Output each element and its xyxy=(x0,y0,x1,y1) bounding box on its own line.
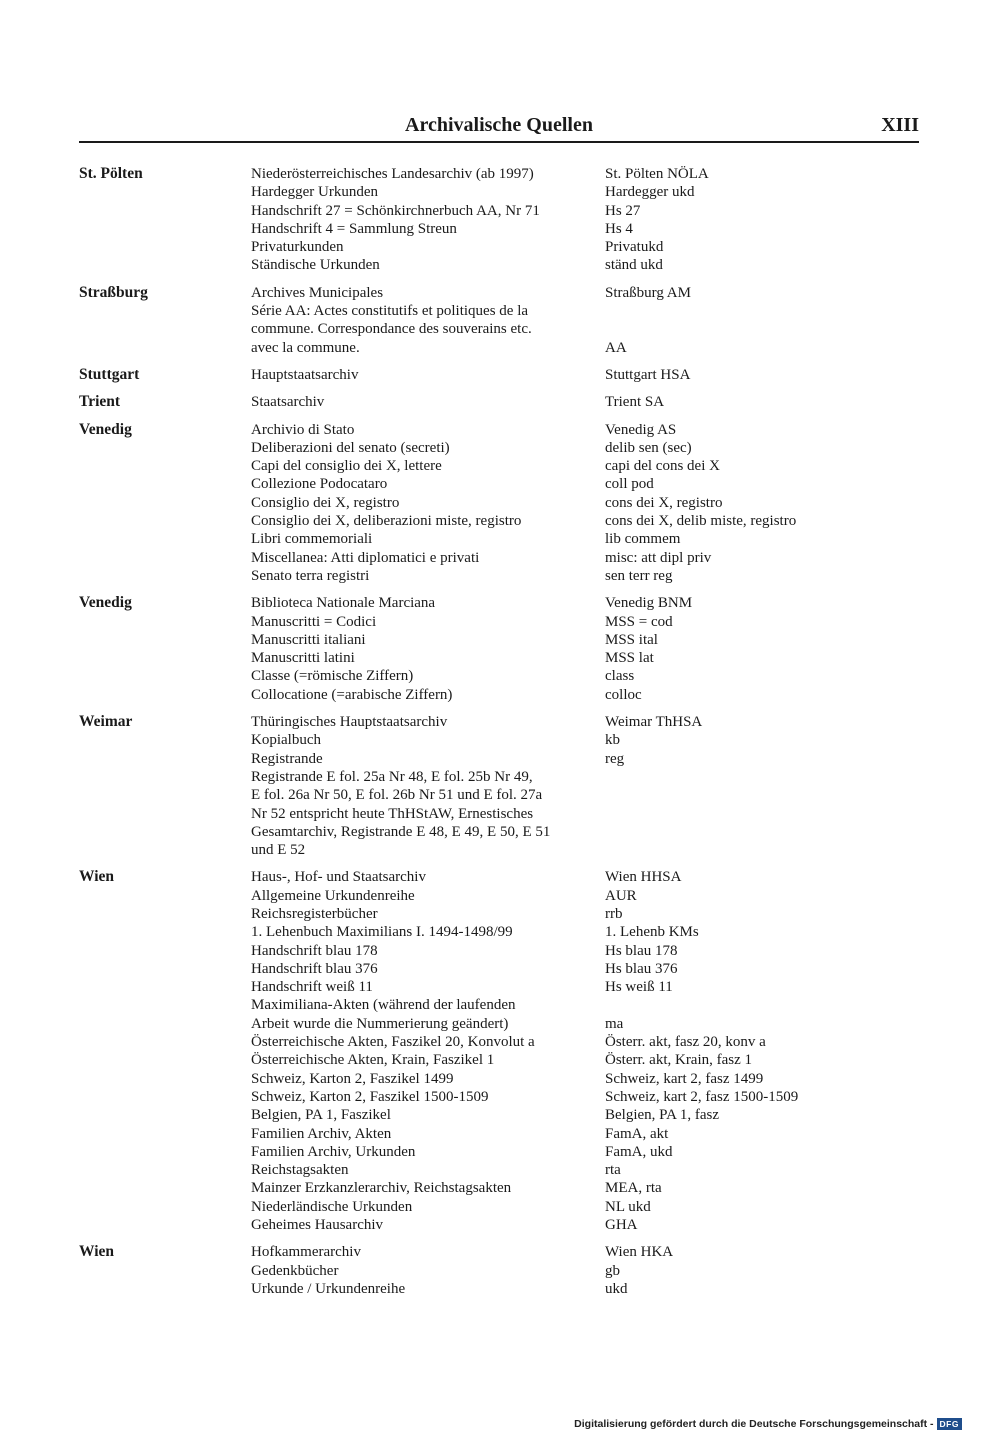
archive-abbreviation: Weimar ThHSA xyxy=(605,714,703,731)
archive-row xyxy=(251,1243,919,1261)
archive-description: Consiglio dei X, registro xyxy=(251,494,400,511)
archive-row xyxy=(251,439,919,457)
archive-row xyxy=(251,731,919,749)
archive-entry xyxy=(79,713,919,859)
archive-row xyxy=(251,165,919,183)
archive-description: Archives Municipales xyxy=(251,284,384,301)
archive-abbreviation: Österr. akt, Krain, fasz 1 xyxy=(605,1052,753,1069)
archive-entry xyxy=(79,421,919,586)
archive-abbreviation xyxy=(605,768,919,786)
archive-rows xyxy=(251,713,919,859)
archive-description: Ständische Urkunden xyxy=(251,257,380,274)
archive-row xyxy=(251,686,919,704)
archive-place: Wien xyxy=(79,1243,115,1261)
archive-description: Manuscritti latini xyxy=(251,650,355,667)
archive-entry xyxy=(79,594,919,704)
archive-abbreviation: St. Pölten NÖLA xyxy=(605,166,709,182)
archive-description: und E 52 xyxy=(251,842,306,859)
archive-description: Nr 52 entspricht heute ThHStAW, Ernestisches xyxy=(251,805,534,822)
footer-credit xyxy=(574,1418,962,1430)
archive-row xyxy=(251,1033,919,1051)
archive-description: Série AA: Actes constitutifs et politiques de la xyxy=(251,303,529,320)
archive-abbreviation xyxy=(605,786,919,804)
archive-abbreviation: Hs 4 xyxy=(605,220,633,237)
archive-row xyxy=(251,183,919,201)
archive-abbreviation xyxy=(605,823,919,841)
archive-row xyxy=(251,393,919,411)
archive-description: E fol. 26a Nr 50, E fol. 26b Nr 51 und E fol. 27a xyxy=(251,787,543,804)
archive-row xyxy=(251,1198,919,1216)
archive-place: Wien xyxy=(79,868,115,886)
archive-abbreviation: Hs 27 xyxy=(605,202,641,219)
archive-entry xyxy=(79,393,919,411)
archive-row xyxy=(251,594,919,612)
archive-abbreviation: Hs weiß 11 xyxy=(605,979,673,996)
archive-abbreviation: coll pod xyxy=(605,476,654,493)
archive-abbreviation: MSS = cod xyxy=(605,613,673,630)
archive-sources-list xyxy=(79,165,919,1307)
archive-abbreviation: Stuttgart HSA xyxy=(605,366,691,383)
archive-abbreviation: Hardegger ukd xyxy=(605,184,695,201)
header-rule xyxy=(79,141,919,143)
archive-description: Schweiz, Karton 2, Faszikel 1500-1509 xyxy=(251,1088,489,1105)
archive-entry xyxy=(79,284,919,357)
archive-place: Weimar xyxy=(79,713,133,731)
archive-row xyxy=(251,421,919,439)
archive-abbreviation: Schweiz, kart 2, fasz 1500-1509 xyxy=(605,1088,799,1105)
archive-abbreviation: gb xyxy=(605,1262,620,1279)
archive-row xyxy=(251,202,919,220)
archive-description: Classe (=römische Ziffern) xyxy=(251,668,414,685)
archive-place: Trient xyxy=(79,393,121,411)
archive-description: Libri commemoriali xyxy=(251,531,373,548)
archive-row xyxy=(251,823,919,841)
archive-description: Senato terra registri xyxy=(251,567,370,584)
archive-abbreviation: reg xyxy=(605,750,625,767)
archive-abbreviation: misc: att dipl priv xyxy=(605,549,712,566)
archive-description: Hauptstaatsarchiv xyxy=(251,366,359,383)
archive-row xyxy=(251,1070,919,1088)
archive-description: Hardegger Urkunden xyxy=(251,184,379,201)
archive-row xyxy=(251,567,919,585)
archive-abbreviation xyxy=(605,841,919,859)
archive-rows xyxy=(251,393,919,411)
archive-abbreviation xyxy=(605,996,919,1014)
archive-row xyxy=(251,868,919,886)
archive-abbreviation: Venedig BNM xyxy=(605,595,693,612)
archive-entry xyxy=(79,165,919,275)
archive-row xyxy=(251,302,919,320)
archive-entry xyxy=(79,868,919,1234)
archive-row xyxy=(251,238,919,256)
archive-abbreviation: Hs blau 376 xyxy=(605,960,678,977)
archive-row xyxy=(251,284,919,302)
archive-description: Reichstagsakten xyxy=(251,1162,349,1179)
page-header xyxy=(79,112,919,144)
archive-description: Familien Archiv, Urkunden xyxy=(251,1143,416,1160)
archive-description: Registrande E fol. 25a Nr 48, E fol. 25b Nr 49, xyxy=(251,768,533,785)
archive-row xyxy=(251,1179,919,1197)
archive-description: Niederösterreichisches Landesarchiv (ab 1997) xyxy=(251,166,534,182)
archive-row xyxy=(251,549,919,567)
archive-description: Manuscritti italiani xyxy=(251,631,366,648)
page-number: XIII xyxy=(881,114,919,136)
archive-row xyxy=(251,905,919,923)
archive-row xyxy=(251,1161,919,1179)
archive-description: commune. Correspondance des souverains etc. xyxy=(251,321,532,338)
archive-abbreviation: Straßburg AM xyxy=(605,284,691,301)
archive-row xyxy=(251,649,919,667)
archive-abbreviation: rrb xyxy=(605,905,623,922)
archive-description: Urkunde / Urkundenreihe xyxy=(251,1280,406,1297)
archive-abbreviation: rta xyxy=(605,1162,621,1179)
archive-description: Niederländische Urkunden xyxy=(251,1198,413,1215)
archive-description: Gesamtarchiv, Registrande E 48, E 49, E 50, E 51 xyxy=(251,823,551,840)
archive-description: Deliberazioni del senato (secreti) xyxy=(251,439,450,456)
archive-abbreviation: colloc xyxy=(605,686,642,703)
archive-description: Handschrift weiß 11 xyxy=(251,979,373,996)
archive-row xyxy=(251,768,919,786)
archive-description: Privaturkunden xyxy=(251,239,344,256)
archive-description: Geheimes Hausarchiv xyxy=(251,1217,384,1234)
archive-row xyxy=(251,750,919,768)
archive-abbreviation: MEA, rta xyxy=(605,1180,662,1197)
archive-description: Kopialbuch xyxy=(251,732,321,749)
archive-row xyxy=(251,1262,919,1280)
archive-abbreviation: Wien HKA xyxy=(605,1244,674,1261)
archive-abbreviation: ukd xyxy=(605,1280,628,1297)
archive-place: Straßburg xyxy=(79,283,148,301)
archive-abbreviation: FamA, akt xyxy=(605,1125,669,1142)
archive-abbreviation: AUR xyxy=(605,887,637,904)
archive-description: Miscellanea: Atti diplomatici e privati xyxy=(251,549,480,566)
archive-entry xyxy=(79,366,919,384)
archive-abbreviation: Hs blau 178 xyxy=(605,942,678,959)
archive-abbreviation: ma xyxy=(605,1015,624,1032)
archive-row xyxy=(251,805,919,823)
archive-description: Handschrift blau 376 xyxy=(251,960,378,977)
archive-row xyxy=(251,530,919,548)
archive-abbreviation: kb xyxy=(605,732,620,749)
archive-row xyxy=(251,1088,919,1106)
archive-abbreviation: MSS ital xyxy=(605,631,658,648)
archive-description: Biblioteca Nationale Marciana xyxy=(251,595,436,612)
page-title: Archivalische Quellen xyxy=(405,114,593,136)
archive-row xyxy=(251,1125,919,1143)
archive-description: Belgien, PA 1, Faszikel xyxy=(251,1107,391,1124)
archive-row xyxy=(251,1280,919,1298)
footer-text: Digitalisierung gefördert durch die Deutsche Forschungsgemeinschaft - xyxy=(574,1418,934,1430)
archive-description: Österreichische Akten, Krain, Faszikel 1 xyxy=(251,1052,495,1069)
archive-abbreviation: class xyxy=(605,668,635,685)
archive-description: Gedenkbücher xyxy=(251,1262,339,1279)
archive-abbreviation: GHA xyxy=(605,1217,638,1234)
archive-row xyxy=(251,494,919,512)
archive-row xyxy=(251,942,919,960)
archive-description: Capi del consiglio dei X, lettere xyxy=(251,458,442,475)
archive-description: Mainzer Erzkanzlerarchiv, Reichstagsakten xyxy=(251,1180,512,1197)
archive-rows xyxy=(251,1243,919,1298)
archive-row xyxy=(251,1015,919,1033)
archive-abbreviation: ständ ukd xyxy=(605,257,663,274)
archive-description: Collocatione (=arabische Ziffern) xyxy=(251,686,453,703)
archive-rows xyxy=(251,421,919,586)
archive-row xyxy=(251,667,919,685)
archive-rows xyxy=(251,868,919,1234)
archive-abbreviation: cons dei X, delib miste, registro xyxy=(605,513,797,530)
archive-row xyxy=(251,1051,919,1069)
archive-description: Registrande xyxy=(251,750,323,767)
archive-row xyxy=(251,887,919,905)
archive-abbreviation xyxy=(605,320,919,338)
archive-row xyxy=(251,475,919,493)
dfg-logo-icon: DFG xyxy=(937,1418,962,1430)
archive-row xyxy=(251,457,919,475)
archive-description: Handschrift 4 = Sammlung Streun xyxy=(251,220,457,237)
archive-description: Allgemeine Urkundenreihe xyxy=(251,887,415,904)
archive-rows xyxy=(251,284,919,357)
archive-abbreviation: Belgien, PA 1, fasz xyxy=(605,1107,720,1124)
archive-row xyxy=(251,996,919,1014)
archive-description: 1. Lehenbuch Maximilians I. 1494-1498/99 xyxy=(251,924,513,941)
archive-abbreviation: Österr. akt, fasz 20, konv a xyxy=(605,1034,766,1051)
archive-abbreviation: cons dei X, registro xyxy=(605,494,723,511)
archive-row xyxy=(251,613,919,631)
archive-abbreviation: Wien HHSA xyxy=(605,869,682,886)
archive-place: Stuttgart xyxy=(79,365,140,383)
archive-abbreviation: NL ukd xyxy=(605,1198,651,1215)
archive-description: Thüringisches Hauptstaatsarchiv xyxy=(251,714,448,731)
archive-description: Handschrift blau 178 xyxy=(251,942,378,959)
archive-row xyxy=(251,512,919,530)
archive-description: Hofkammerarchiv xyxy=(251,1244,361,1261)
archive-abbreviation: FamA, ukd xyxy=(605,1143,673,1160)
archive-description: avec la commune. xyxy=(251,339,360,356)
archive-abbreviation xyxy=(605,302,919,320)
archive-description: Manuscritti = Codici xyxy=(251,613,377,630)
archive-row xyxy=(251,713,919,731)
archive-description: Schweiz, Karton 2, Faszikel 1499 xyxy=(251,1070,454,1087)
archive-abbreviation: Trient SA xyxy=(605,394,665,411)
archive-abbreviation: delib sen (sec) xyxy=(605,439,692,456)
archive-row xyxy=(251,631,919,649)
archive-abbreviation: capi del cons dei X xyxy=(605,458,720,475)
archive-row xyxy=(251,1106,919,1124)
archive-row xyxy=(251,960,919,978)
archive-row xyxy=(251,786,919,804)
archive-abbreviation: AA xyxy=(605,339,627,356)
archive-abbreviation: MSS lat xyxy=(605,650,654,667)
archive-description: Österreichische Akten, Faszikel 20, Konvolut a xyxy=(251,1034,535,1051)
archive-row xyxy=(251,1216,919,1234)
archive-rows xyxy=(251,366,919,384)
archive-row xyxy=(251,366,919,384)
archive-abbreviation: sen terr reg xyxy=(605,567,673,584)
archive-row xyxy=(251,339,919,357)
archive-description: Staatsarchiv xyxy=(251,394,325,411)
archive-row xyxy=(251,978,919,996)
archive-description: Familien Archiv, Akten xyxy=(251,1125,392,1142)
archive-description: Arbeit wurde die Nummerierung geändert) xyxy=(251,1015,509,1032)
archive-description: Reichsregisterbücher xyxy=(251,905,378,922)
archive-place: Venedig xyxy=(79,420,132,438)
archive-abbreviation: lib commem xyxy=(605,531,681,548)
archive-description: Collezione Podocataro xyxy=(251,476,388,493)
archive-abbreviation: Privatukd xyxy=(605,239,664,256)
archive-abbreviation: 1. Lehenb KMs xyxy=(605,924,699,941)
archive-abbreviation: Schweiz, kart 2, fasz 1499 xyxy=(605,1070,764,1087)
archive-description: Archivio di Stato xyxy=(251,421,355,438)
archive-rows xyxy=(251,165,919,275)
archive-rows xyxy=(251,594,919,704)
archive-place: Venedig xyxy=(79,594,132,612)
archive-row xyxy=(251,320,919,338)
archive-row xyxy=(251,220,919,238)
archive-abbreviation xyxy=(605,805,919,823)
archive-entry xyxy=(79,1243,919,1298)
archive-description: Consiglio dei X, deliberazioni miste, registro xyxy=(251,513,522,530)
archive-description: Haus-, Hof- und Staatsarchiv xyxy=(251,869,426,886)
archive-description: Handschrift 27 = Schönkirchnerbuch AA, Nr 71 xyxy=(251,202,540,219)
archive-row xyxy=(251,1143,919,1161)
archive-row xyxy=(251,841,919,859)
archive-row xyxy=(251,923,919,941)
archive-place: St. Pölten xyxy=(79,165,143,182)
archive-abbreviation: Venedig AS xyxy=(605,421,677,438)
archive-description: Maximiliana-Akten (während der laufenden xyxy=(251,997,516,1014)
archive-row xyxy=(251,256,919,274)
